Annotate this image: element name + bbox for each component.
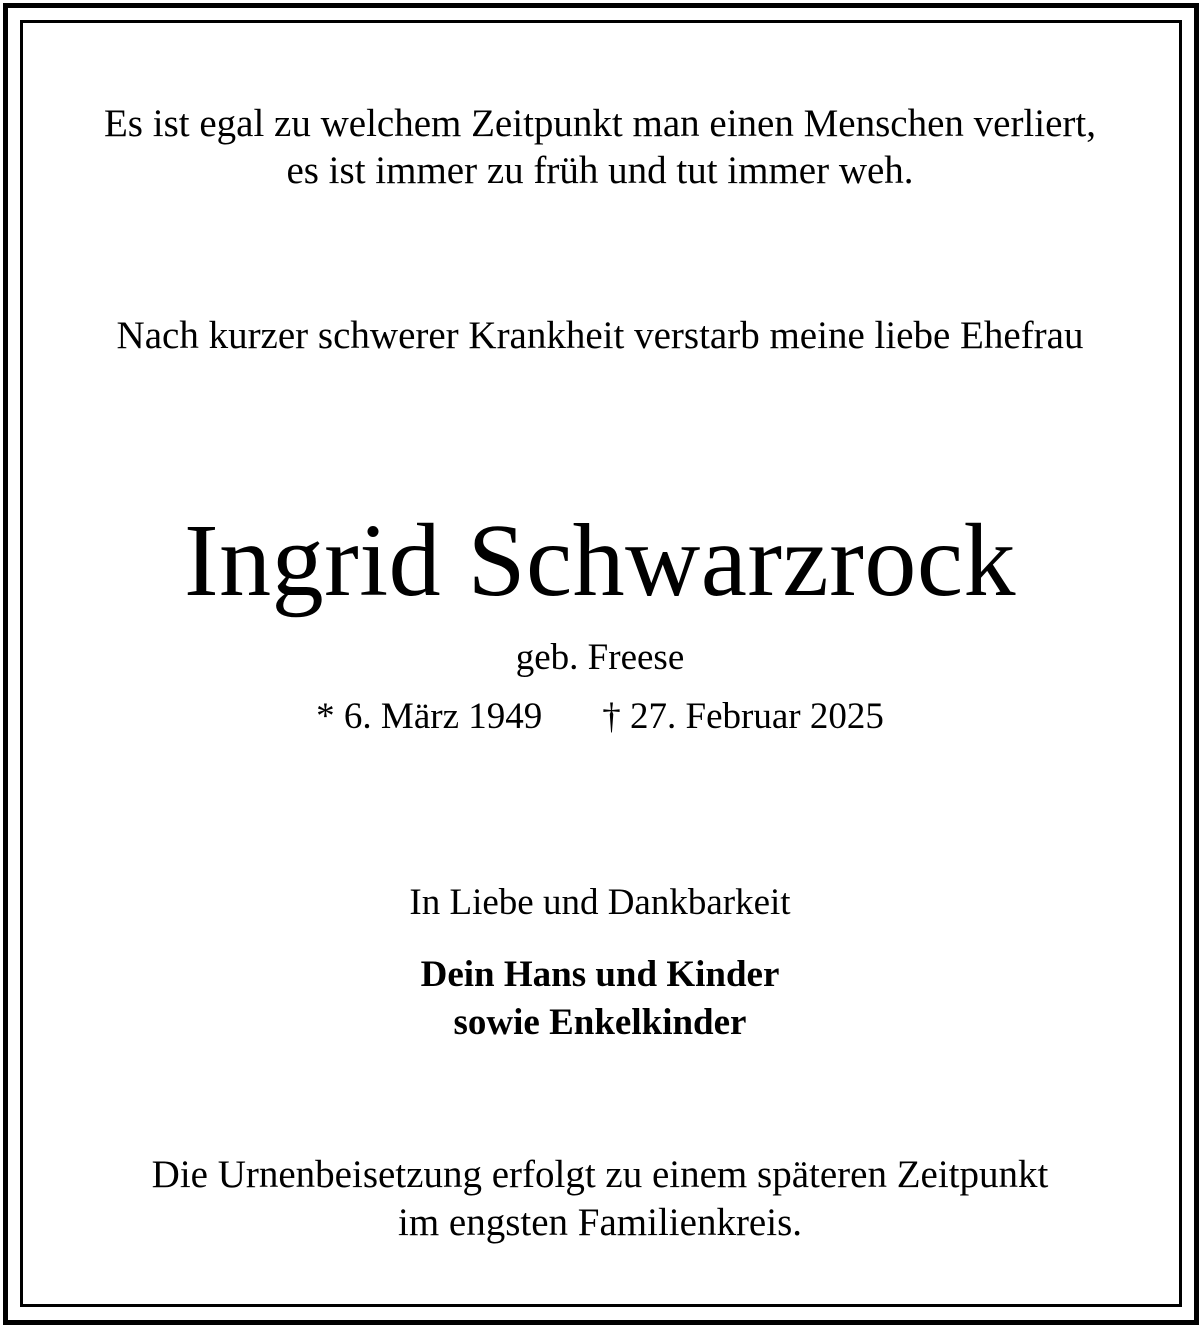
family-line-1: Dein Hans und Kinder	[420, 954, 780, 995]
birth-date: * 6. März 1949	[316, 696, 543, 737]
quote-line-2: es ist immer zu früh und tut immer weh.	[286, 149, 914, 192]
burial-note-line-1: Die Urnenbeisetzung erfolgt zu einem späteren Zeitpunkt	[151, 1153, 1049, 1196]
maiden-name: geb. Freese	[515, 637, 685, 678]
life-dates	[0, 695, 1200, 739]
family-line-2: sowie Enkelkinder	[453, 1002, 747, 1043]
deceased-name: Ingrid Schwarzrock	[183, 503, 1016, 618]
closing-phrase: In Liebe und Dankbarkeit	[409, 882, 791, 923]
death-date: † 27. Februar 2025	[602, 696, 884, 737]
quote-line-1: Es ist egal zu welchem Zeitpunkt man einen Menschen verliert,	[103, 102, 1096, 145]
burial-note-line-2: im engsten Familienkreis.	[397, 1201, 802, 1244]
intro-text: Nach kurzer schwerer Krankheit verstarb meine liebe Ehefrau	[116, 314, 1084, 357]
